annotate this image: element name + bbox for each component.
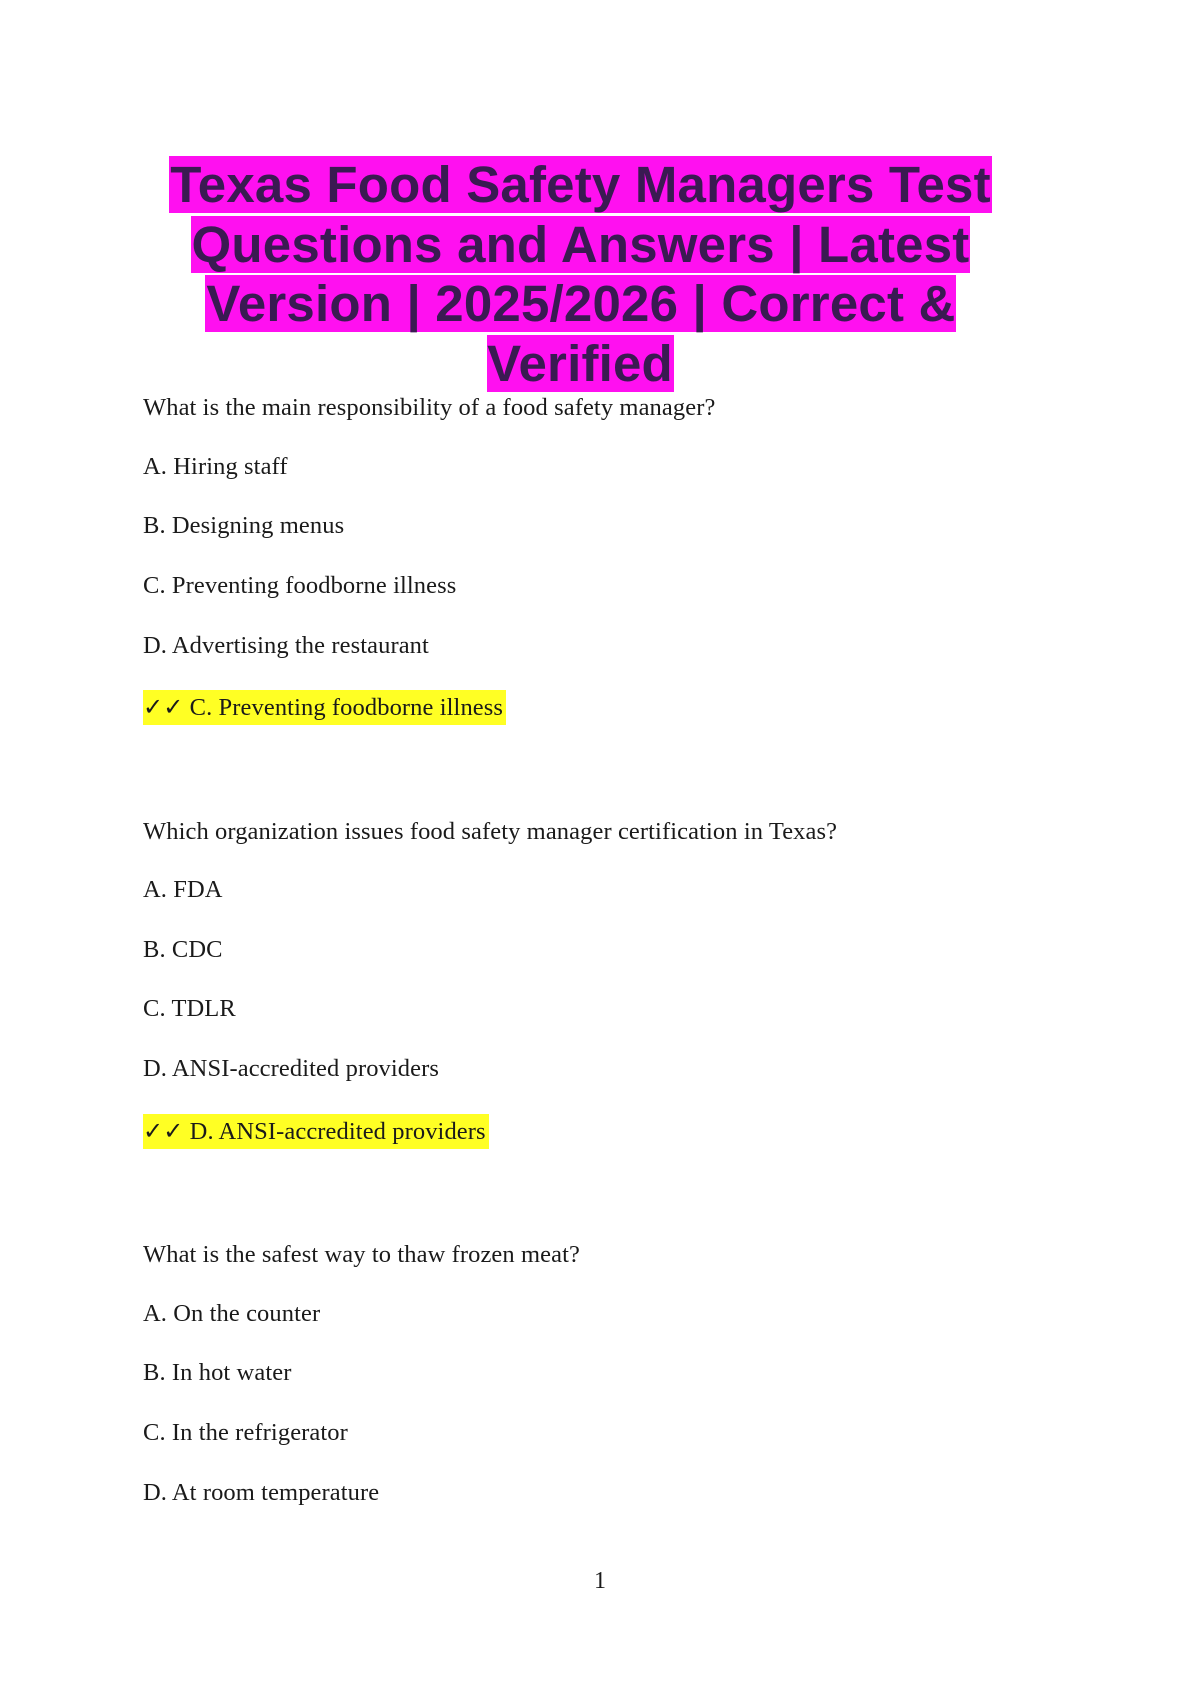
option-d: D. ANSI-accredited providers (143, 1055, 440, 1082)
title-line-2: Questions and Answers | Latest (191, 215, 970, 273)
answer-highlight (143, 690, 506, 725)
question-text: What is the safest way to thaw frozen meat? (143, 1241, 580, 1268)
question-text: Which organization issues food safety manager certification in Texas? (143, 818, 838, 845)
option-c: C. Preventing foodborne illness (143, 572, 457, 599)
answer-text: C. Preventing foodborne illness (189, 694, 504, 721)
option-b: B. In hot water (143, 1359, 292, 1386)
page-number: 1 (594, 1568, 606, 1594)
option-a: A. Hiring staff (143, 453, 288, 480)
option-b: B. CDC (143, 936, 223, 963)
answer-highlight (143, 1114, 489, 1149)
correct-answer (143, 690, 506, 720)
question-text: What is the main responsibility of a food safety manager? (143, 394, 716, 421)
correct-answer (143, 1114, 489, 1144)
option-c: C. In the refrigerator (143, 1419, 348, 1446)
double-check-icon: ✓✓ (143, 693, 184, 721)
option-a: A. On the counter (143, 1300, 321, 1327)
double-check-icon: ✓✓ (143, 1117, 184, 1145)
title-line-3: Version | 2025/2026 | Correct & Verified (206, 275, 956, 392)
option-d: D. Advertising the restaurant (143, 632, 429, 659)
option-a: A. FDA (143, 876, 223, 903)
document-title (143, 155, 1018, 393)
answer-text: D. ANSI-accredited providers (189, 1118, 486, 1145)
option-c: C. TDLR (143, 995, 236, 1022)
title-line-1: Texas Food Safety Managers Test (170, 156, 991, 213)
option-d: D. At room temperature (143, 1479, 380, 1506)
option-b: B. Designing menus (143, 512, 345, 539)
